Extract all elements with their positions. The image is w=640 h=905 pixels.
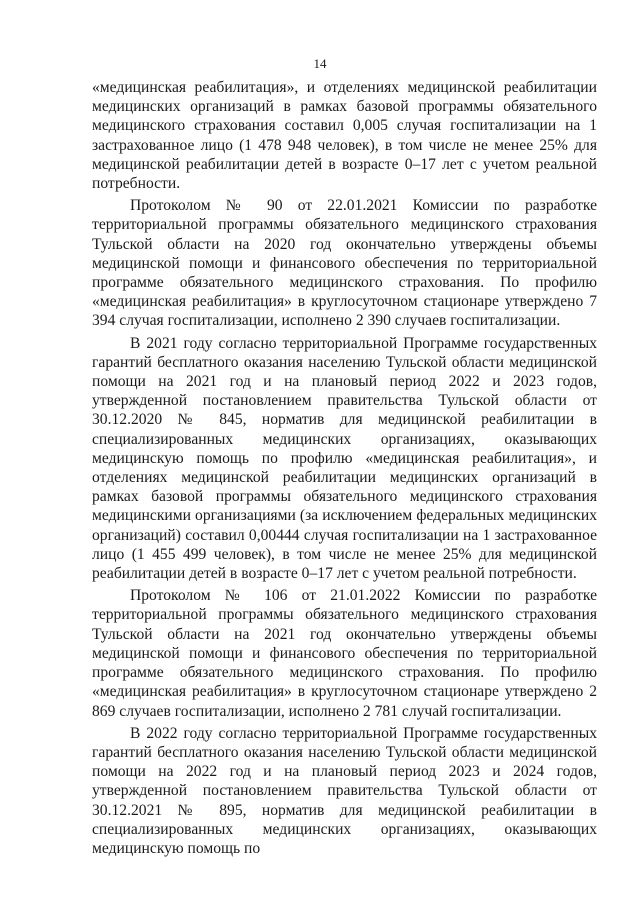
paragraph: В 2022 году согласно территориальной Программе государственных гарантий бесплатного оказания населению Тульской области медицинской помощи на 2022 год и на плановый период 2023 и 2024 годов, утвержденной постановлением правительства Тульской области от 30.12.2021 № 895, норматив для медицинской реабилитации в специализированных медицинских организациях, оказывающих медицинскую помощь по <box>92 724 597 857</box>
paragraph: Протоколом № 106 от 21.01.2022 Комиссии по разработке территориальной программы обязательного медицинского страхования Тульской области на 2021 год окончательно утверждены объемы медицинской помощи и финансового обеспечения по территориальной программе обязательного медицинского страхования. По профилю «медицинская реабилитация» в круглосуточном стационаре утверждено 2 869 случаев госпитализации, исполнено 2 781 случай госпитализации. <box>92 587 597 720</box>
page-number: 14 <box>313 56 327 71</box>
document-body <box>92 78 597 861</box>
paragraph: «медицинская реабилитация», и отделениях медицинской реабилитации медицинских организаций в рамках базовой программы обязательного медицинского страхования составил 0,005 случая госпитализации на 1 застрахованное лицо (1 478 948 человек), в том числе не менее 25% для медицинской реабилитации детей в возрасте 0–17 лет с учетом реальной потребности. <box>92 79 597 193</box>
paragraph: Протоколом № 90 от 22.01.2021 Комиссии по разработке территориальной программы обязательного медицинского страхования Тульской области на 2020 год окончательно утверждены объемы медицинской помощи и финансового обеспечения по территориальной программе обязательного медицинского страхования. По профилю «медицинская реабилитация» в круглосуточном стационаре утверждено 7 394 случая госпитализации, исполнено 2 390 случаев госпитализации. <box>92 197 597 330</box>
paragraph: В 2021 году согласно территориальной Программе государственных гарантий бесплатного оказания населению Тульской области медицинской помощи на 2021 год и на плановый период 2022 и 2023 годов, утвержденной постановлением правительства Тульской области от 30.12.2020 № 845, норматив для медицинской реабилитации в специализированных медицинских организациях, оказывающих медицинскую помощь по профилю «медицинская реабилитация», и отделениях медицинской реабилитации медицинских организаций в рамках базовой программы обязательного медицинского страхования медицинскими организациями (за исключением федеральных медицинских организаций) составил 0,00444 случая госпитализации на 1 застрахованное лицо (1 455 499 человек), в том числе не менее 25% для медицинской реабилитации детей в возрасте 0–17 лет с учетом реальной потребности. <box>92 334 597 583</box>
